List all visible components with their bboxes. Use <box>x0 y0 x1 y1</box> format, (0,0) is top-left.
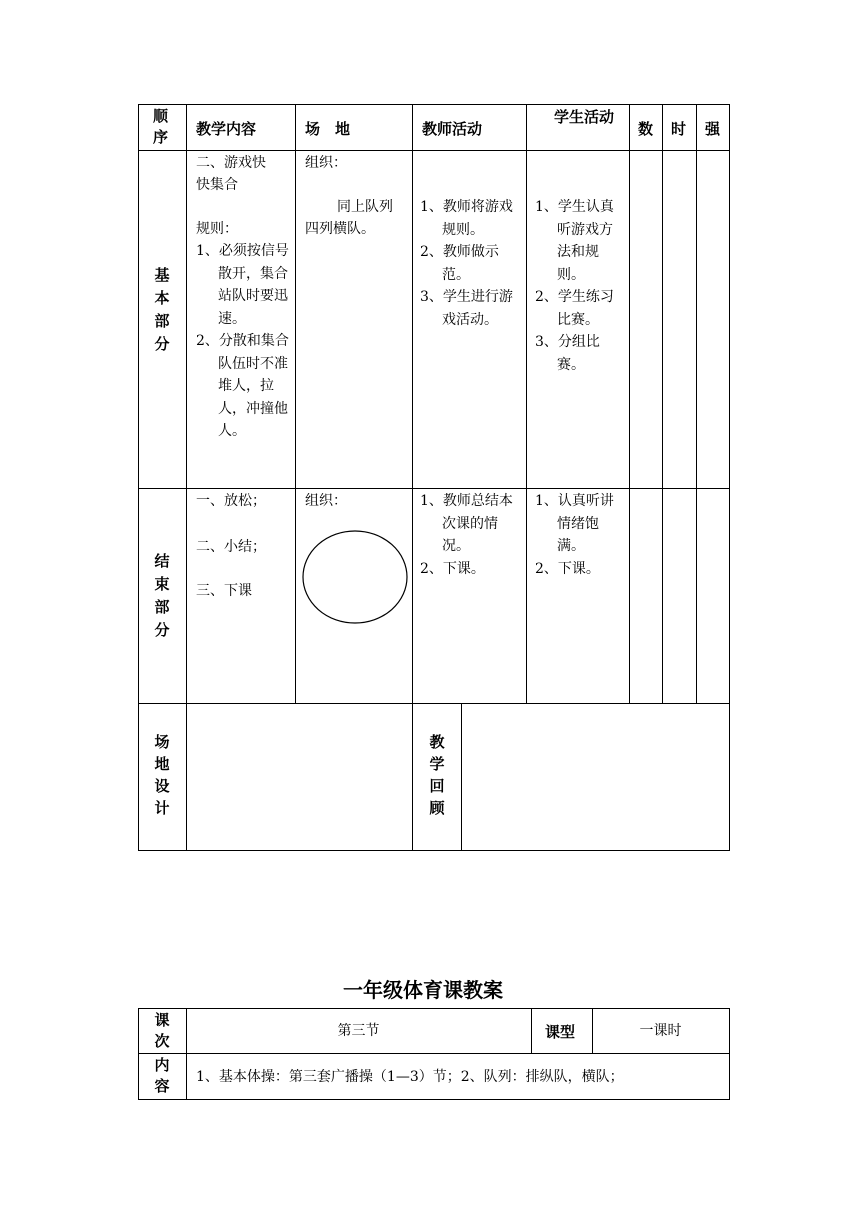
header-student: 学生活动 <box>554 108 615 126</box>
list-item: 1、必须按信号散开，集合站队时要迅速。 <box>196 243 289 327</box>
basic-content <box>196 152 292 443</box>
header-time: 时 <box>671 120 687 138</box>
basic-venue <box>305 152 409 240</box>
list-item: 1、教师将游戏规则。 <box>420 199 513 238</box>
basic-content-title: 二、游戏快快集合 <box>196 155 266 193</box>
list-item: 2、教师做示范。 <box>420 244 499 283</box>
header-intensity: 强 <box>705 120 721 138</box>
basic-rules-title: 规则： <box>196 221 238 237</box>
list-item: 三、下课 <box>196 583 252 599</box>
type-label: 课型 <box>545 1023 576 1041</box>
list-item: 2、学生练习比赛。 <box>535 289 614 328</box>
header-content: 教学内容 <box>196 120 257 138</box>
lesson-label: 课次 <box>154 1011 170 1050</box>
section-label-end: 结束部分 <box>154 552 170 639</box>
list-item: 二、小结； <box>196 539 266 555</box>
design-label: 场地设计 <box>154 733 170 817</box>
header-teacher: 教师活动 <box>422 120 483 138</box>
basic-venue-text: 同上队列四列横队。 <box>305 199 393 237</box>
list-item: 一、放松； <box>196 493 266 509</box>
list-item: 2、下课。 <box>420 560 485 577</box>
formation-circle-icon <box>301 528 409 626</box>
basic-venue-label: 组织： <box>305 155 347 171</box>
type-value: 一课时 <box>639 1023 682 1039</box>
content-label: 内容 <box>154 1056 170 1095</box>
list-item: 3、分组比赛。 <box>535 334 600 373</box>
list-item: 1、认真听讲情绪饱满。 <box>535 493 614 554</box>
list-item: 1、学生认真听游戏方法和规则。 <box>535 199 614 283</box>
content-value: 1、基本体操：第三套广播操（1—3）节；2、队列：排纵队，横队； <box>196 1069 624 1085</box>
lesson-value: 第三节 <box>337 1023 380 1039</box>
basic-student <box>535 196 627 376</box>
header-order: 顺序 <box>153 107 169 146</box>
list-item: 1、教师总结本次课的情况。 <box>420 493 513 554</box>
list-item: 3、学生进行游戏活动。 <box>420 289 513 328</box>
section-label-basic: 基本部分 <box>154 266 170 353</box>
basic-rules-list <box>196 240 292 443</box>
list-item: 2、下课。 <box>535 560 600 577</box>
basic-teacher <box>420 196 522 331</box>
review-label: 教学回顾 <box>429 733 445 817</box>
end-venue <box>305 490 409 512</box>
end-student <box>535 490 627 580</box>
header-count: 数 <box>638 120 654 138</box>
end-teacher <box>420 490 522 580</box>
end-content <box>196 490 292 602</box>
list-item: 2、分散和集合队伍时不准堆人，拉人，冲撞他人。 <box>196 333 289 439</box>
end-venue-label: 组织： <box>305 493 347 509</box>
lesson-plan-title: 一年级体育课教案 <box>343 978 503 1002</box>
header-venue: 场 地 <box>305 120 351 138</box>
